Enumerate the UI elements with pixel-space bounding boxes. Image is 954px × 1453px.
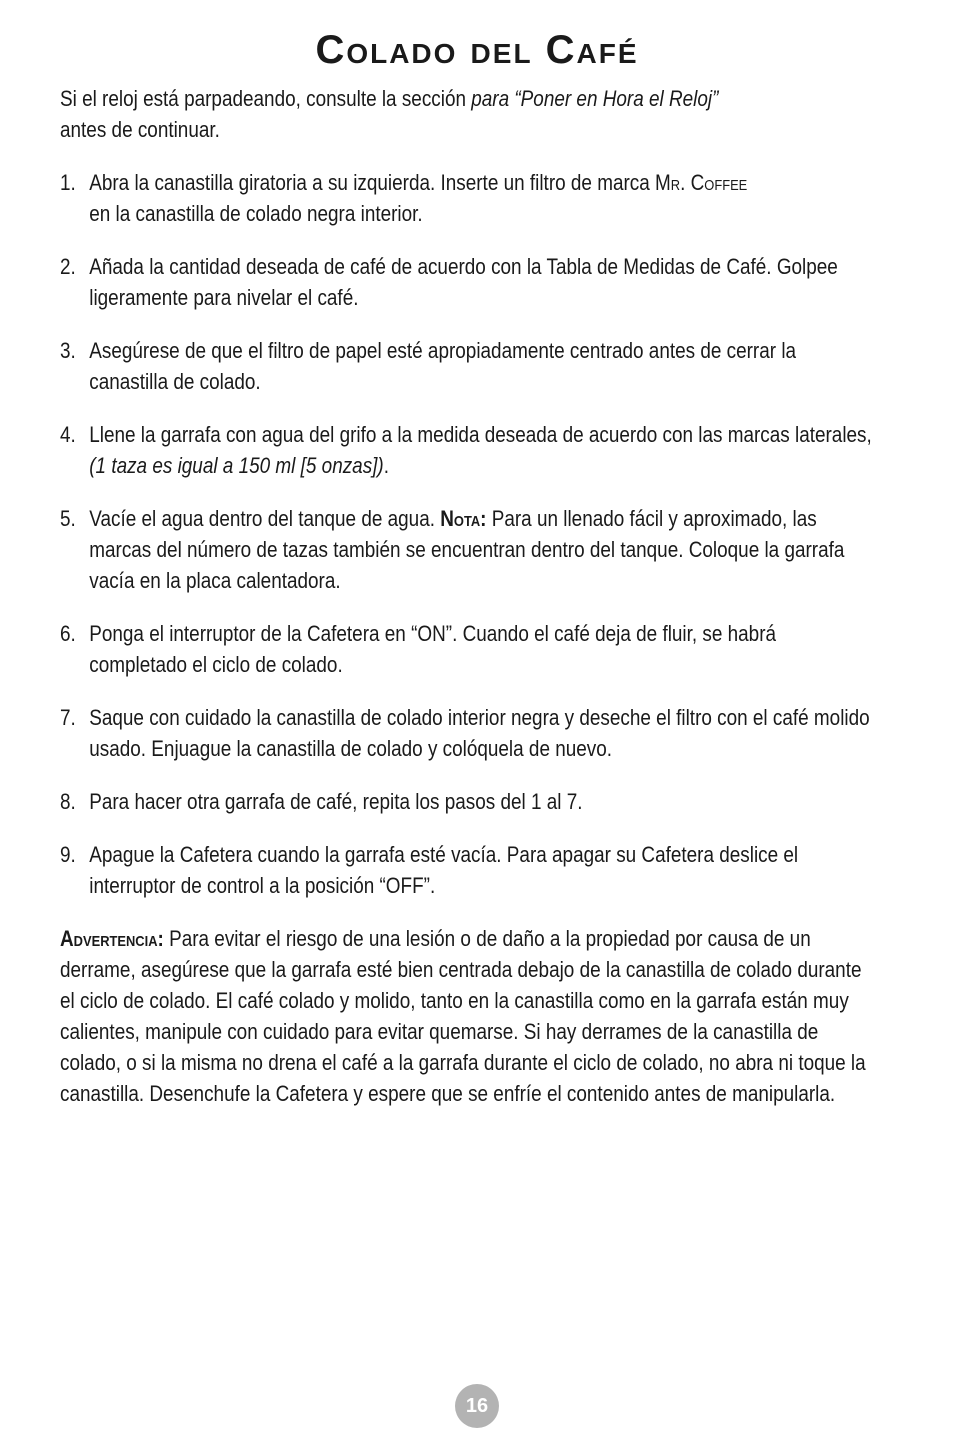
warning-paragraph: [60, 923, 875, 1109]
step-number: 1.: [60, 170, 76, 195]
page-content: [60, 83, 875, 1109]
step-text: Llene la garrafa con agua del grifo a la medida deseada de acuerdo con las marcas laterales,: [89, 422, 872, 447]
note-label: Nota:: [440, 506, 487, 531]
step-text: Abra la canastilla giratoria a su izquierda. Inserte un filtro de marca: [89, 170, 656, 195]
list-item: [60, 419, 875, 481]
list-item: [60, 167, 875, 229]
intro-emphasis: para “Poner en Hora el Reloj”: [471, 86, 719, 111]
step-text: Asegúrese de que el filtro de papel esté apropiadamente centrado antes de cerrar la canastilla de colado.: [89, 338, 797, 394]
step-text: Ponga el interruptor de la Cafetera en “ON”. Cuando el café deja de fluir, se habrá completado el ciclo de colado.: [89, 621, 777, 677]
list-item: [60, 618, 875, 680]
list-item: [60, 839, 875, 901]
list-item: [60, 702, 875, 764]
step-text: Apague la Cafetera cuando la garrafa esté vacía. Para apagar su Cafetera deslice el interruptor de control a la posición “OFF”.: [89, 842, 799, 898]
brand-name: Mr. Coffee: [655, 170, 748, 195]
list-item: [60, 786, 875, 817]
list-item: [60, 335, 875, 397]
step-text-tail: .: [383, 453, 389, 478]
step-number: 9.: [60, 842, 76, 867]
steps-list: [60, 167, 875, 901]
list-item: [60, 251, 875, 313]
step-number: 2.: [60, 254, 76, 279]
page-title: Colado del Café: [315, 28, 639, 72]
step-text-tail: Para un llenado fácil y aproximado, las marcas del número de tazas también se encuentran dentro del tanque. Coloque la garrafa vacía en la placa calentadora.: [89, 506, 845, 593]
step-text: Vacíe el agua dentro del tanque de agua.: [89, 506, 441, 531]
step-text-tail: en la canastilla de colado negra interior.: [89, 201, 423, 226]
step-text: Para hacer otra garrafa de café, repita los pasos del 1 al 7.: [89, 789, 583, 814]
step-number: 5.: [60, 506, 76, 531]
step-text: Saque con cuidado la canastilla de colado interior negra y deseche el filtro con el café molido usado. Enjuague la canastilla de colado y colóquela de nuevo.: [89, 705, 870, 761]
step-number: 6.: [60, 621, 76, 646]
intro-paragraph: [60, 83, 875, 145]
warning-text: Para evitar el riesgo de una lesión o de daño a la propiedad por causa de un derrame, asegúrese que la garrafa esté bien centrada debajo de la canastilla de colado durante el ciclo de colado. El café colado y molido, tanto en la canastilla como en la garrafa están muy calientes, manipule con cuidado para evitar quemarse. Si hay derrames de la canastilla de colado, o si la misma no drena el café a la garrafa durante el ciclo de colado, no abra ni toque la canastilla. Desenchufe la Cafetera y espere que se enfríe el contenido antes de manipularla.: [60, 926, 866, 1106]
step-emphasis: (1 taza es igual a 150 ml [5 onzas]): [89, 453, 384, 478]
intro-text: Si el reloj está parpadeando, consulte la sección: [60, 86, 472, 111]
list-item: [60, 503, 875, 596]
intro-tail: antes de continuar.: [60, 117, 220, 142]
step-text: Añada la cantidad deseada de café de acuerdo con la Tabla de Medidas de Café. Golpee ligeramente para nivelar el café.: [89, 254, 838, 310]
step-number: 8.: [60, 789, 76, 814]
step-number: 4.: [60, 422, 76, 447]
step-number: 3.: [60, 338, 76, 363]
step-number: 7.: [60, 705, 76, 730]
warning-label: Advertencia:: [60, 926, 164, 951]
page-number-badge: 16: [455, 1384, 499, 1428]
